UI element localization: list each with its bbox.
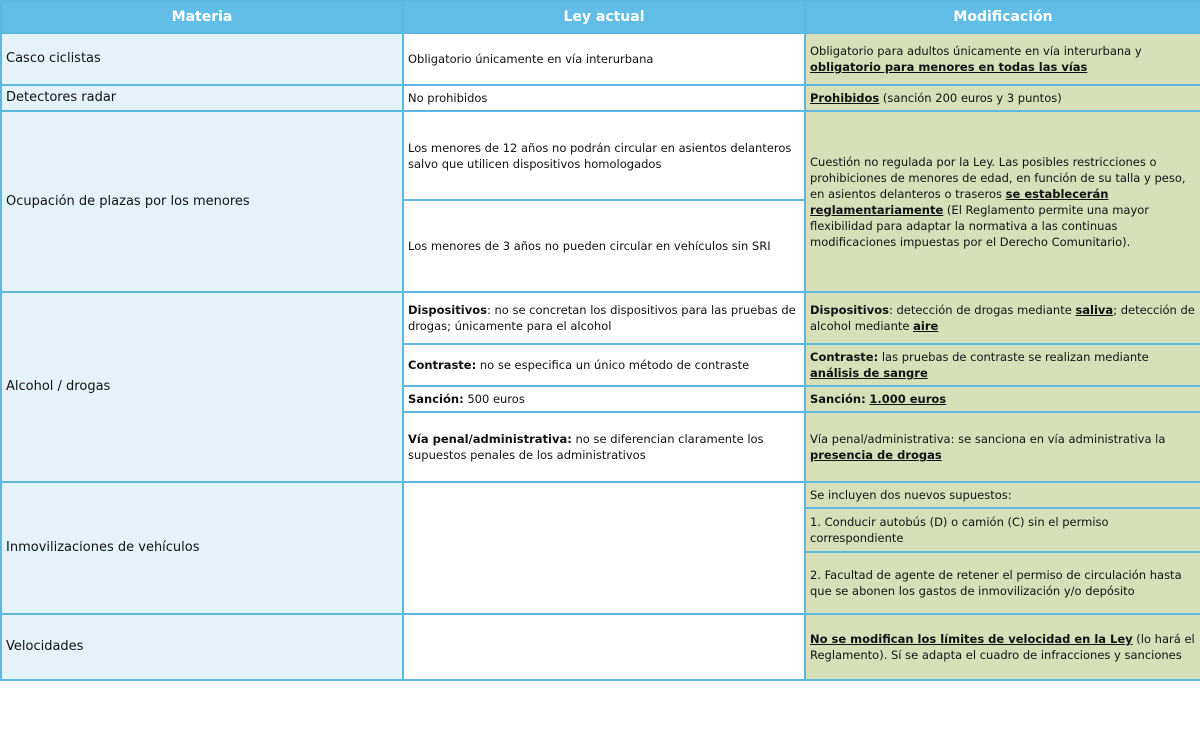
mod-ocupacion-emphasis: se establecerán reglamentariamente <box>810 186 1109 217</box>
header-materia: Materia <box>1 1 403 33</box>
mod-velocidades <box>805 614 1200 680</box>
ley-sancion-label: Sanción: <box>408 392 464 406</box>
mod-dispositivos-text-c: ; detección de alcohol mediante <box>810 303 1195 333</box>
mod-dispositivos-saliva: saliva <box>1075 303 1114 317</box>
ley-ocupacion-1: Los menores de 12 años no podrán circular en asientos delanteros salvo que utilicen dispositivos homologados <box>403 111 805 200</box>
ley-dispositivos-label: Dispositivos <box>408 303 487 317</box>
mod-via-text: Vía penal/administrativa: se sanciona en vía administrativa la <box>810 432 1166 446</box>
ley-via-label: Vía penal/administrativa: <box>408 432 572 446</box>
mod-contraste-label: Contraste: <box>810 350 879 364</box>
ley-inmov <box>403 482 805 614</box>
row-radar <box>1 85 1200 111</box>
ley-via <box>403 412 805 482</box>
mod-ocupacion <box>805 111 1200 292</box>
mod-casco-text: Obligatorio para adultos únicamente en vía interurbana y <box>810 44 1142 58</box>
materia-alcohol: Alcohol / drogas <box>1 292 403 482</box>
ley-sancion-text: 500 euros <box>463 392 525 406</box>
ley-contraste-text: no se especifica un único método de contraste <box>476 358 750 372</box>
row-ocupacion-1 <box>1 111 1200 200</box>
row-alcohol-dispositivos <box>1 292 1200 344</box>
materia-casco: Casco ciclistas <box>1 33 403 85</box>
ley-via-text: no se diferencian claramente los supuestos penales de los administrativos <box>408 432 764 462</box>
mod-radar-text: (sanción 200 euros y 3 puntos) <box>879 91 1062 105</box>
mod-inmov-2: 1. Conducir autobús (D) o camión (C) sin el permiso correspondiente <box>805 508 1200 552</box>
mod-sancion <box>805 386 1200 412</box>
ley-contraste <box>403 344 805 386</box>
mod-velocidades-text: (lo hará el Reglamento). Sí se adapta el cuadro de infracciones y sanciones <box>810 632 1195 662</box>
ley-casco: Obligatorio únicamente en vía interurbana <box>403 33 805 85</box>
materia-velocidades: Velocidades <box>1 614 403 680</box>
ley-dispositivos-text: : no se concretan los dispositivos para las pruebas de drogas; únicamente para el alcohol <box>408 303 796 333</box>
mod-contraste-text: las pruebas de contraste se realizan mediante <box>878 350 1149 364</box>
mod-casco <box>805 33 1200 85</box>
header-row <box>1 1 1200 33</box>
ley-ocupacion-2: Los menores de 3 años no pueden circular en vehículos sin SRI <box>403 200 805 292</box>
materia-ocupacion: Ocupación de plazas por los menores <box>1 111 403 292</box>
mod-inmov-3: 2. Facultad de agente de retener el permiso de circulación hasta que se abonen los gastos de inmovilización y/o depósito <box>805 552 1200 614</box>
mod-via-emphasis: presencia de drogas <box>810 448 942 462</box>
materia-inmov: Inmovilizaciones de vehículos <box>1 482 403 614</box>
mod-casco-emphasis: obligatorio para menores en todas las vías <box>810 60 1088 74</box>
mod-contraste <box>805 344 1200 386</box>
mod-sancion-amount: 1.000 euros <box>869 392 947 406</box>
row-inmov-1 <box>1 482 1200 508</box>
ley-sancion <box>403 386 805 412</box>
mod-sancion-label: Sanción: <box>810 392 866 406</box>
mod-dispositivos-text-a: : detección de drogas mediante <box>888 303 1076 317</box>
mod-dispositivos-aire: aire <box>913 319 939 333</box>
mod-inmov-1: Se incluyen dos nuevos supuestos: <box>805 482 1200 508</box>
header-modificacion: Modificación <box>805 1 1200 33</box>
mod-radar <box>805 85 1200 111</box>
mod-dispositivos-label: Dispositivos <box>810 303 889 317</box>
row-casco <box>1 33 1200 85</box>
ley-contraste-label: Contraste: <box>408 358 477 372</box>
row-velocidades <box>1 614 1200 680</box>
ley-velocidades <box>403 614 805 680</box>
ley-dispositivos <box>403 292 805 344</box>
materia-radar: Detectores radar <box>1 85 403 111</box>
mod-contraste-emphasis: análisis de sangre <box>810 366 928 380</box>
mod-dispositivos <box>805 292 1200 344</box>
mod-ocupacion-text-c: (El Reglamento permite una mayor flexibilidad para adaptar la normativa a las continuas modificaciones impuestas por el Derecho Comunitario). <box>810 202 1150 249</box>
mod-via <box>805 412 1200 482</box>
mod-radar-emphasis: Prohibidos <box>810 91 880 105</box>
mod-velocidades-emphasis: No se modifican los límites de velocidad en la Ley <box>810 632 1133 646</box>
mod-ocupacion-text-a: Cuestión no regulada por la Ley. Las posibles restricciones o prohibiciones de menores de edad, en función de su talla y peso, en asientos delanteros o traseros <box>810 154 1186 201</box>
ley-radar: No prohibidos <box>403 85 805 111</box>
header-ley-actual: Ley actual <box>403 1 805 33</box>
